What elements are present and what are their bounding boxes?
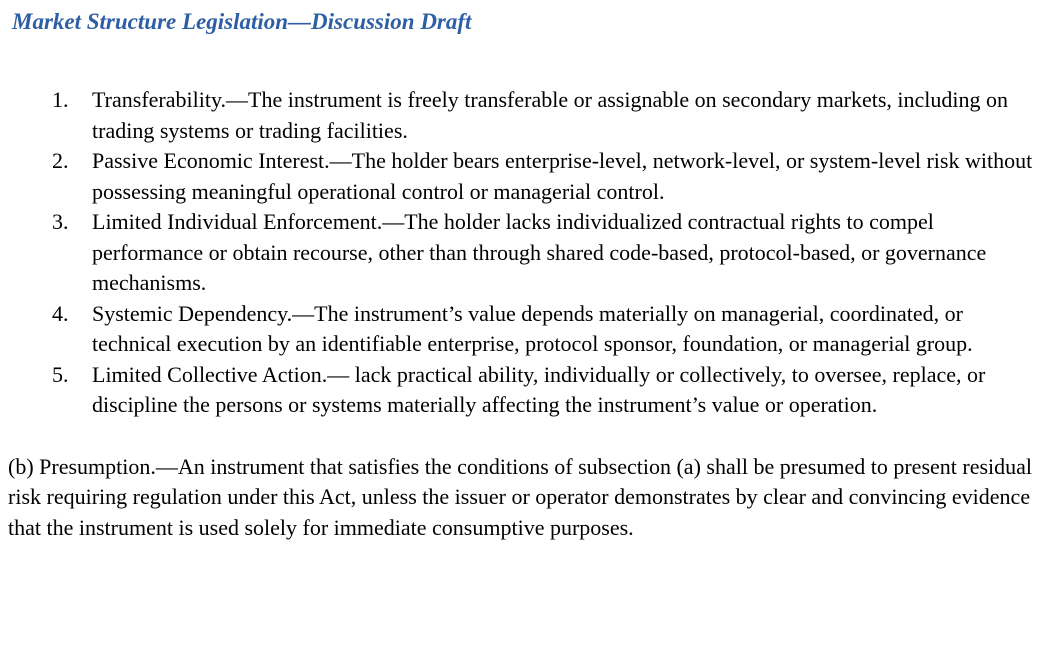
list-item-2 xyxy=(8,146,1042,207)
list-item-5 xyxy=(8,360,1042,421)
list-item-text: Transferability.—The instrument is freely transferable or assignable on secondary markets, including on trading systems or trading facilities. xyxy=(92,87,1009,143)
numbered-list xyxy=(8,85,1048,421)
list-item-text: Systemic Dependency.—The instrument’s value depends materially on managerial, coordinated, or technical execution by an identifiable enterprise, protocol sponsor, foundation, or managerial group. xyxy=(92,300,973,356)
list-item-text: Limited Collective Action.— lack practical ability, individually or collectively, to oversee, replace, or discipline the persons or systems materially affecting the instrument’s value or operation. xyxy=(92,361,986,417)
list-item-number: 1. xyxy=(52,87,69,112)
list-item-4 xyxy=(8,299,1042,360)
list-item-number: 4. xyxy=(52,300,69,326)
list-item-1 xyxy=(8,85,1042,146)
paragraph-b: (b) Presumption.—An instrument that satisfies the conditions of subsection (a) shall be presumed to present residual risk requiring regulation under this Act, unless the issuer or operator demonstrates by clear and convincing evidence that the instrument is used solely for immediate consumptive purposes. xyxy=(8,453,1033,540)
list-item-number: 2. xyxy=(52,148,69,173)
page-title: Market Structure Legislation—Discussion Draft xyxy=(12,9,472,34)
list-item-number: 5. xyxy=(52,361,69,387)
list-item-text: Limited Individual Enforcement.—The holder lacks individualized contractual rights to compel performance or obtain recourse, other than through shared code-based, protocol-based, or governance mechanisms. xyxy=(92,209,987,295)
list-item-text: Passive Economic Interest.—The holder bears enterprise-level, network-level, or system-level risk without possessing meaningful operational control or managerial control. xyxy=(92,148,1033,204)
list-item-3 xyxy=(8,207,1042,299)
list-item-number: 3. xyxy=(52,209,69,234)
